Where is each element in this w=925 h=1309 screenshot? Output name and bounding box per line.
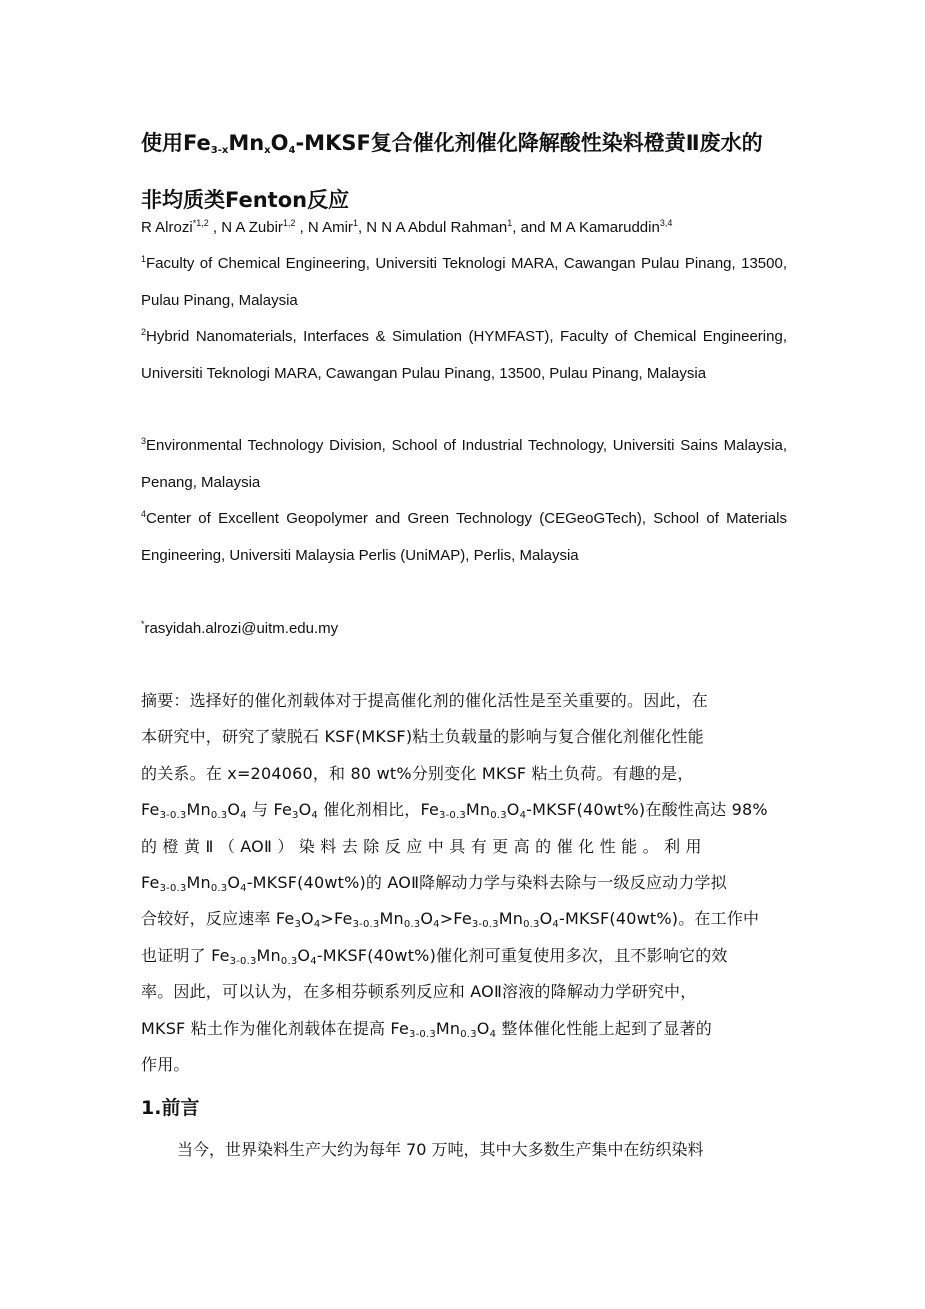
affiliation-text: Hybrid Nanomaterials, Interfaces & Simulation (HYMFAST), Faculty of Chemical Engineering, Universiti Teknologi MARA, Cawangan Pulau Pinang, 13500, Pulau Pinang, Malaysia [141, 328, 787, 382]
author-sup: 1 [507, 218, 513, 228]
affiliation-4 [141, 501, 787, 574]
title-text: Mn [228, 131, 265, 155]
affiliation-1 [141, 246, 787, 319]
affiliation-text: Environmental Technology Division, School of Industrial Technology, Universiti Sains Malaysia, Penang, Malaysia [141, 437, 787, 491]
title-sub: 3-x [210, 145, 229, 156]
author-sup: 1,2 [282, 218, 296, 228]
title-text: -MKSF复合催化剂催化降解酸性染料橙黄Ⅱ废水的 [295, 131, 763, 155]
author-sup: *1,2 [192, 218, 209, 228]
affiliation-text: Faculty of Chemical Engineering, Universiti Teknologi MARA, Cawangan Pulau Pinang, 13500, Pulau Pinang, Malaysia [141, 255, 787, 309]
author-sup: 3,4 [659, 218, 673, 228]
affiliation-num: 2 [141, 327, 147, 337]
abstract-line: 本研究中，研究了蒙脱石 KSF(MKSF)粘土负载量的影响与复合催化剂催化性能 [141, 727, 704, 747]
abstract-line: $Fe_{3-0.3}Mn_{0.3}O_4$ 与 $Fe_3O_4$ 催化剂相比，$Fe_{3-0.3}Mn_{0.3}O_4-MKSF(40wt\%)$在酸性高达 98% [141, 800, 768, 822]
title-sub: x [264, 145, 271, 156]
intro-paragraph: 当今，世界染料生产大约为每年 70 万吨，其中大多数生产集中在纺织染料 [177, 1140, 704, 1159]
abstract-line: 合较好，反应速率 $Fe_3O_4>Fe_{3-0.3}Mn_{0.3}O_4>Fe_{3-0.3}Mn_{0.3}O_4-MKSF(40wt\%)$。在工作中 [141, 909, 760, 931]
title-sub: 4 [288, 145, 296, 156]
abstract-line: MKSF 粘土作为催化剂载体在提高 $Fe_{3-0.3}Mn_{0.3}O_4$ 整体催化性能上起到了显著的 [141, 1018, 713, 1040]
abstract-line: 率。因此，可以认为，在多相芬顿系列反应和 AOⅡ溶液的降解动力学研究中， [141, 982, 697, 1002]
abstract-line: 也证明了 $Fe_{3-0.3}Mn_{0.3}O_4-MKSF(40wt\%)$催化剂可重复使用多次，且不影响它的效 [141, 945, 728, 967]
author: R Alrozi [141, 219, 193, 236]
author: , N Amir [295, 219, 353, 236]
abstract-line: 摘要：选择好的催化剂载体对于提高催化剂的催化活性是至关重要的。因此，在 [141, 691, 709, 710]
author-sup: 1 [352, 218, 358, 228]
title-text: 使用Fe [141, 131, 211, 155]
author: , N A Zubir [208, 219, 283, 236]
abstract [141, 683, 787, 1083]
author-list [141, 214, 787, 242]
abstract-line: 作用。 [141, 1054, 190, 1074]
email-mark: * [141, 619, 145, 629]
paper-title [141, 115, 787, 229]
affiliation-num: 1 [141, 254, 147, 264]
author: , and M A Kamaruddin [512, 219, 660, 236]
abstract-line: 的 橙 黄 Ⅱ （ AOⅡ ） 染 料 去 除 反 应 中 具 有 更 高 的 催 化 性 能 。 利 用 [141, 836, 702, 856]
affiliation-num: 4 [141, 509, 147, 519]
affiliation-num: 3 [141, 436, 147, 446]
abstract-line: $Fe_{3-0.3}Mn_{0.3}O_4-MKSF(40wt\%)$的 AOⅡ降解动力学与染料去除与一级反应动力学拟 [141, 872, 727, 894]
corresponding-email [141, 611, 787, 647]
affiliation-2 [141, 319, 787, 392]
title-text: O [270, 131, 289, 155]
affiliation-text: Center of Excellent Geopolymer and Green Technology (CEGeoGTech), School of Materials Engineering, Universiti Malaysia Perlis (UniMAP), Perlis, Malaysia [141, 510, 787, 564]
section-heading: 1.前言 [141, 1097, 200, 1119]
title-line-2: 非均质类Fenton反应 [141, 188, 350, 212]
author: , N N A Abdul Rahman [357, 219, 508, 236]
email-address: rasyidah.alrozi@uitm.edu.my [144, 620, 339, 637]
abstract-line: 的关系。在 x=204060，和 80 wt%分别变化 MKSF 粘土负荷。有趣的是， [141, 763, 694, 783]
affiliation-3 [141, 428, 787, 501]
